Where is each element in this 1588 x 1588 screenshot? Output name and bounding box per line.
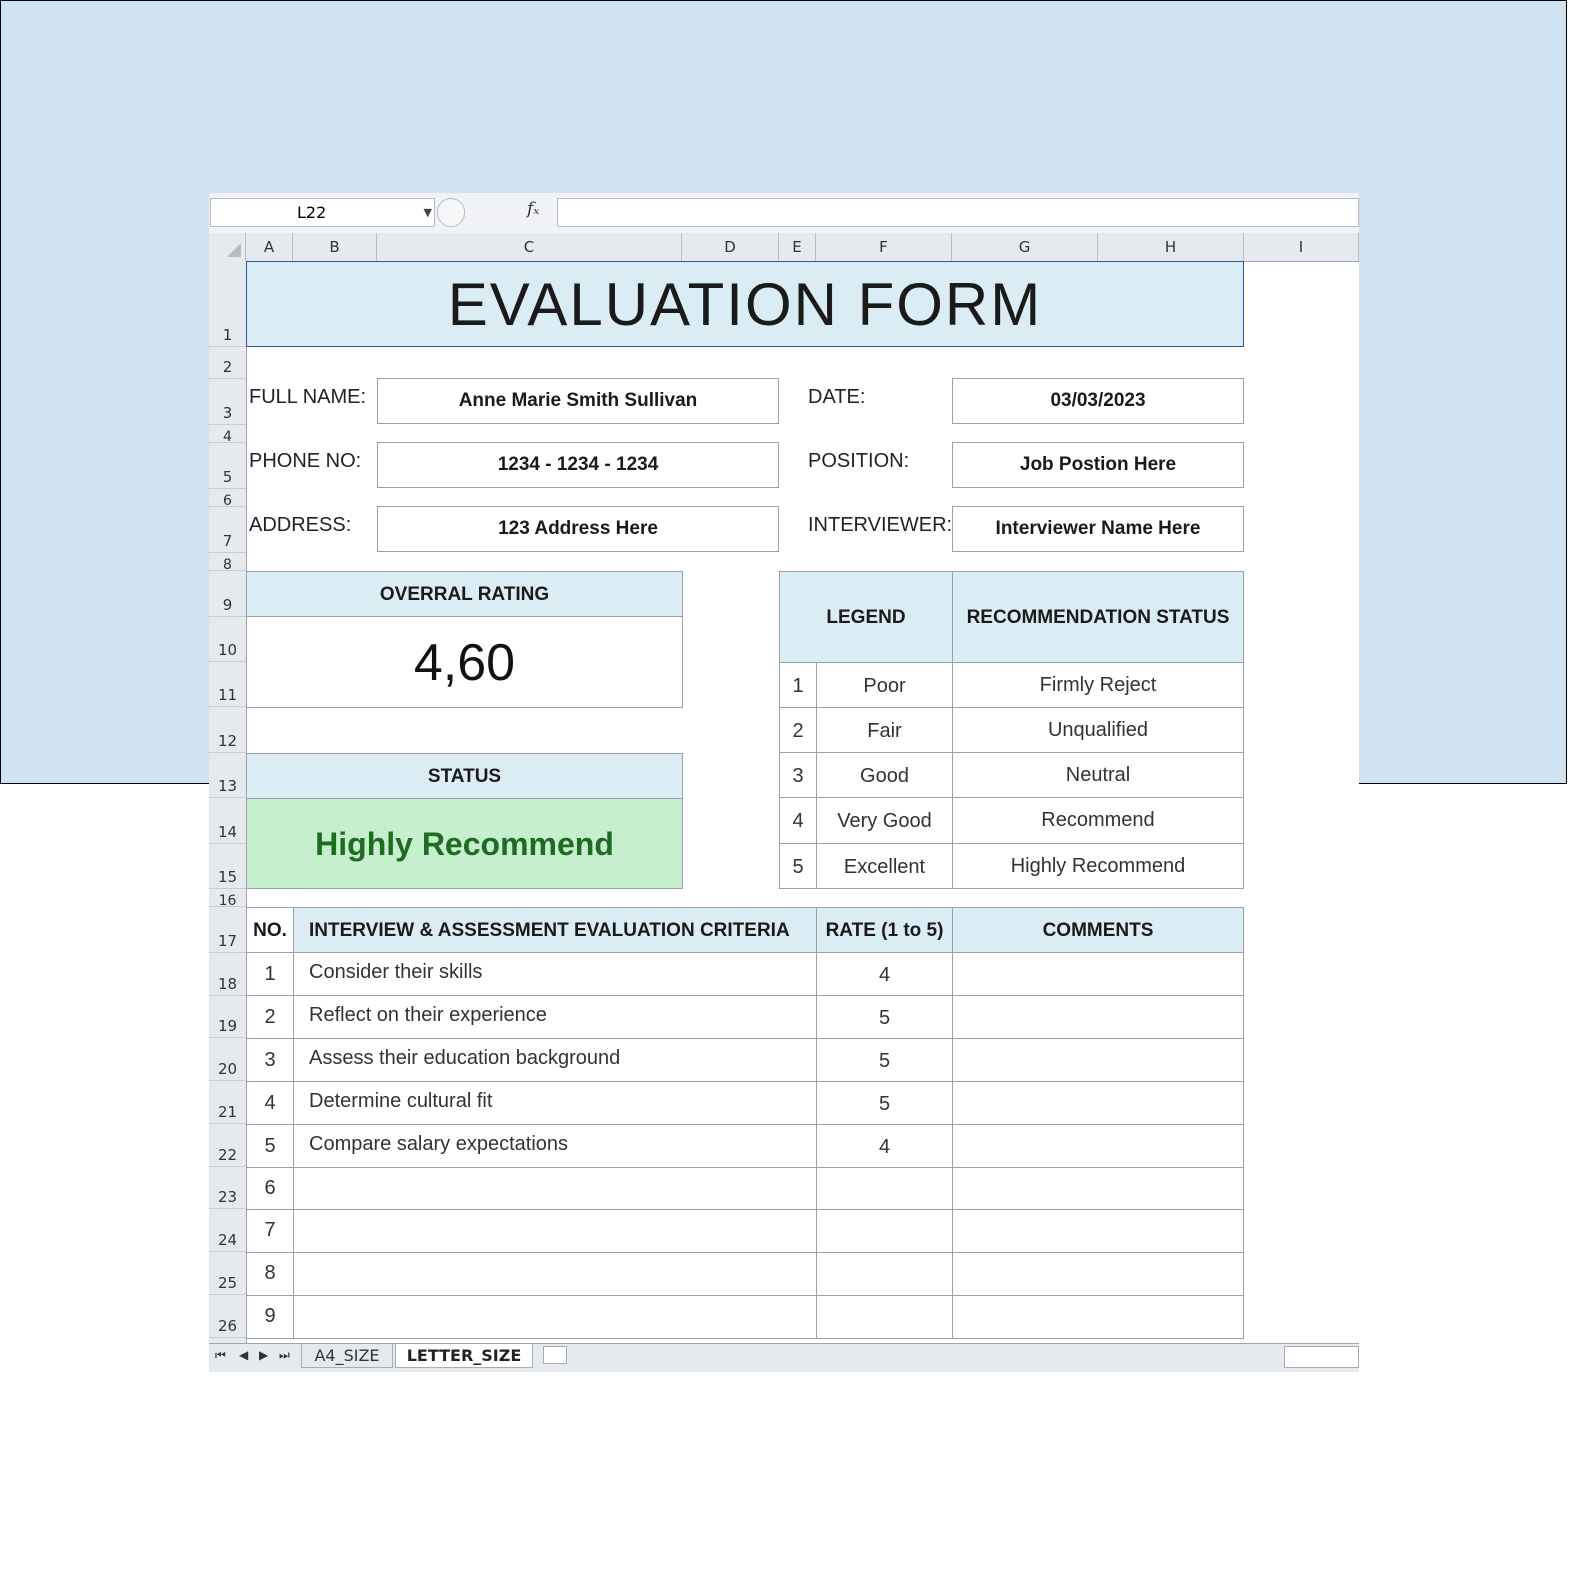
- formula-bar: [209, 193, 1359, 234]
- column-header-g[interactable]: G: [952, 233, 1098, 261]
- criteria-number[interactable]: 7: [246, 1209, 294, 1253]
- row-header[interactable]: [209, 425, 246, 443]
- legend-number[interactable]: 5: [779, 843, 817, 889]
- comments-header[interactable]: COMMENTS: [952, 907, 1244, 953]
- interviewer-field[interactable]: Interviewer Name Here: [952, 506, 1244, 552]
- legend-recommendation[interactable]: Neutral: [952, 752, 1244, 798]
- column-header-e[interactable]: E: [779, 233, 816, 261]
- legend-label[interactable]: Excellent: [816, 843, 953, 889]
- row-header[interactable]: [209, 507, 246, 553]
- row-number: 9: [222, 596, 233, 614]
- criteria-text[interactable]: [293, 1167, 817, 1210]
- legend-label[interactable]: Good: [816, 752, 953, 798]
- rate-header[interactable]: RATE (1 to 5): [816, 907, 953, 953]
- row-header[interactable]: [209, 707, 246, 753]
- tab-a4-size[interactable]: A4_SIZE: [301, 1344, 393, 1368]
- row-number: 10: [217, 641, 238, 659]
- criteria-number[interactable]: 9: [246, 1295, 294, 1339]
- criteria-number[interactable]: 5: [246, 1124, 294, 1168]
- row-header[interactable]: [209, 1124, 246, 1167]
- tab-letter-size[interactable]: LETTER_SIZE: [395, 1344, 533, 1368]
- criteria-number[interactable]: 2: [246, 995, 294, 1039]
- criteria-no-header[interactable]: NO.: [246, 907, 294, 953]
- interviewer-label: INTERVIEWER:: [808, 514, 953, 536]
- column-header-f[interactable]: F: [816, 233, 952, 261]
- row-header[interactable]: [209, 617, 246, 662]
- legend-header[interactable]: LEGEND: [779, 571, 953, 663]
- legend-recommendation[interactable]: Recommend: [952, 797, 1244, 844]
- criteria-number[interactable]: 8: [246, 1252, 294, 1296]
- row-number: 25: [217, 1274, 238, 1292]
- row-header[interactable]: [209, 844, 246, 889]
- row-number: 5: [222, 468, 233, 486]
- row-header[interactable]: [209, 1209, 246, 1252]
- next-sheet-icon[interactable]: ▶: [259, 1348, 269, 1362]
- row-number: 13: [217, 777, 238, 795]
- name-box[interactable]: [210, 198, 435, 227]
- row-number: 20: [217, 1060, 238, 1078]
- last-sheet-icon[interactable]: ⏭: [279, 1348, 290, 1362]
- page-title[interactable]: EVALUATION FORM: [246, 261, 1244, 347]
- spreadsheet-window: [209, 193, 1359, 1375]
- row-number: 1: [222, 326, 233, 344]
- date-field[interactable]: 03/03/2023: [952, 378, 1244, 424]
- row-header[interactable]: [209, 798, 246, 844]
- criteria-comment[interactable]: [952, 1081, 1244, 1125]
- row-header[interactable]: [209, 1295, 246, 1338]
- legend-number[interactable]: 1: [779, 662, 817, 708]
- row-number: 16: [218, 893, 237, 909]
- criteria-rate[interactable]: 5: [816, 995, 953, 1039]
- criteria-rate[interactable]: 5: [816, 1038, 953, 1082]
- phone-field[interactable]: 1234 - 1234 - 1234: [377, 442, 779, 488]
- date-label: DATE:: [808, 386, 866, 408]
- column-header-a[interactable]: A: [246, 233, 293, 261]
- column-header-h[interactable]: H: [1098, 233, 1244, 261]
- prev-sheet-icon[interactable]: ◀: [239, 1348, 249, 1362]
- status-badge[interactable]: Highly Recommend: [246, 798, 683, 889]
- criteria-comment[interactable]: [952, 1209, 1244, 1253]
- criteria-text[interactable]: Assess their education background: [293, 1038, 817, 1082]
- criteria-text[interactable]: Reflect on their experience: [293, 995, 817, 1039]
- row-header[interactable]: [209, 261, 246, 347]
- full-name-label: FULL NAME:: [249, 386, 367, 408]
- phone-label: PHONE NO:: [249, 450, 362, 472]
- row-header[interactable]: [209, 553, 246, 571]
- criteria-comment[interactable]: [952, 995, 1244, 1039]
- row-number: 7: [222, 532, 233, 550]
- horizontal-scrollbar[interactable]: [1284, 1346, 1359, 1368]
- row-number: 4: [223, 429, 232, 445]
- legend-number[interactable]: 4: [779, 797, 817, 844]
- criteria-number[interactable]: 3: [246, 1038, 294, 1082]
- legend-recommendation[interactable]: Unqualified: [952, 707, 1244, 753]
- column-headers: [209, 233, 1359, 262]
- legend-label[interactable]: Very Good: [816, 797, 953, 844]
- criteria-comment[interactable]: [952, 1252, 1244, 1296]
- row-number: 3: [222, 404, 233, 422]
- first-sheet-icon[interactable]: ⏮: [215, 1348, 226, 1362]
- row-header[interactable]: [209, 907, 246, 953]
- column-header-c[interactable]: C: [377, 233, 682, 261]
- row-header[interactable]: [209, 347, 246, 379]
- row-header[interactable]: [209, 571, 246, 617]
- overall-rating-value[interactable]: 4,60: [246, 616, 683, 708]
- row-number: 24: [217, 1231, 238, 1249]
- row-number: 19: [217, 1017, 238, 1035]
- row-header[interactable]: [209, 953, 246, 996]
- row-header[interactable]: [209, 889, 246, 907]
- recommendation-status-header[interactable]: RECOMMENDATION STATUS: [952, 571, 1244, 663]
- column-header-b[interactable]: B: [293, 233, 377, 261]
- legend-recommendation[interactable]: Firmly Reject: [952, 662, 1244, 708]
- row-header[interactable]: [209, 996, 246, 1038]
- row-number: 8: [223, 557, 232, 573]
- criteria-comment[interactable]: [952, 1124, 1244, 1168]
- criteria-number[interactable]: 1: [246, 952, 294, 996]
- legend-label[interactable]: Poor: [816, 662, 953, 708]
- row-header[interactable]: [209, 662, 246, 707]
- column-header-i[interactable]: I: [1244, 233, 1359, 261]
- criteria-text[interactable]: Consider their skills: [293, 952, 817, 996]
- criteria-header[interactable]: INTERVIEW & ASSESSMENT EVALUATION CRITERIA: [293, 907, 817, 953]
- overall-rating-header[interactable]: OVERRAL RATING: [246, 571, 683, 617]
- row-header[interactable]: [209, 443, 246, 489]
- position-label: POSITION:: [808, 450, 910, 472]
- criteria-comment[interactable]: [952, 1295, 1244, 1339]
- legend-recommendation[interactable]: Highly Recommend: [952, 843, 1244, 889]
- criteria-rate[interactable]: [816, 1209, 953, 1253]
- row-number: 21: [217, 1103, 238, 1121]
- row-number: 2: [222, 358, 233, 376]
- column-header-d[interactable]: D: [682, 233, 779, 261]
- address-label: ADDRESS:: [249, 514, 352, 536]
- sheet-tab-bar: [209, 1343, 1359, 1372]
- criteria-text[interactable]: [293, 1295, 817, 1339]
- row-header[interactable]: [209, 1038, 246, 1081]
- row-headers: [209, 261, 247, 1343]
- select-all-button[interactable]: [209, 233, 246, 261]
- insert-function-icon[interactable]: 𝑓ₓ: [527, 199, 540, 219]
- legend-label[interactable]: Fair: [816, 707, 953, 753]
- formula-bar-expand-icon[interactable]: [437, 198, 465, 227]
- position-field[interactable]: Job Postion Here: [952, 442, 1244, 488]
- criteria-comment[interactable]: [952, 1038, 1244, 1082]
- criteria-rate[interactable]: 5: [816, 1081, 953, 1125]
- row-number: 11: [217, 686, 238, 704]
- row-number: 17: [217, 932, 238, 950]
- criteria-comment[interactable]: [952, 952, 1244, 996]
- criteria-rate[interactable]: 4: [816, 952, 953, 996]
- address-field[interactable]: 123 Address Here: [377, 506, 779, 552]
- criteria-text[interactable]: [293, 1209, 817, 1253]
- criteria-text[interactable]: Determine cultural fit: [293, 1081, 817, 1125]
- criteria-rate[interactable]: 4: [816, 1124, 953, 1168]
- criteria-text[interactable]: Compare salary expectations: [293, 1124, 817, 1168]
- row-number: 18: [217, 975, 238, 993]
- name-box-value: L22: [297, 203, 327, 222]
- row-number: 15: [217, 868, 238, 886]
- row-header[interactable]: [209, 1081, 246, 1124]
- criteria-text[interactable]: [293, 1252, 817, 1296]
- row-header[interactable]: [209, 753, 246, 798]
- row-number: 22: [217, 1146, 238, 1164]
- row-number: 12: [217, 732, 238, 750]
- insert-sheet-icon[interactable]: [543, 1346, 567, 1364]
- criteria-rate[interactable]: [816, 1167, 953, 1210]
- row-number: 14: [217, 823, 238, 841]
- row-header[interactable]: [209, 379, 246, 425]
- row-number: 26: [217, 1317, 238, 1335]
- row-header[interactable]: [209, 489, 246, 507]
- row-number: 23: [217, 1188, 238, 1206]
- full-name-field[interactable]: Anne Marie Smith Sullivan: [377, 378, 779, 424]
- sheet-grid[interactable]: [246, 261, 1359, 1343]
- row-number: 6: [223, 493, 232, 509]
- formula-input[interactable]: [557, 198, 1359, 227]
- criteria-number[interactable]: 4: [246, 1081, 294, 1125]
- legend-number[interactable]: 3: [779, 752, 817, 798]
- legend-number[interactable]: 2: [779, 707, 817, 753]
- criteria-rate[interactable]: [816, 1252, 953, 1296]
- status-header[interactable]: STATUS: [246, 753, 683, 799]
- criteria-number[interactable]: 6: [246, 1167, 294, 1210]
- criteria-rate[interactable]: [816, 1295, 953, 1339]
- row-header[interactable]: [209, 1167, 246, 1209]
- criteria-comment[interactable]: [952, 1167, 1244, 1210]
- row-header[interactable]: [209, 1252, 246, 1295]
- chevron-down-icon[interactable]: ▼: [423, 206, 432, 219]
